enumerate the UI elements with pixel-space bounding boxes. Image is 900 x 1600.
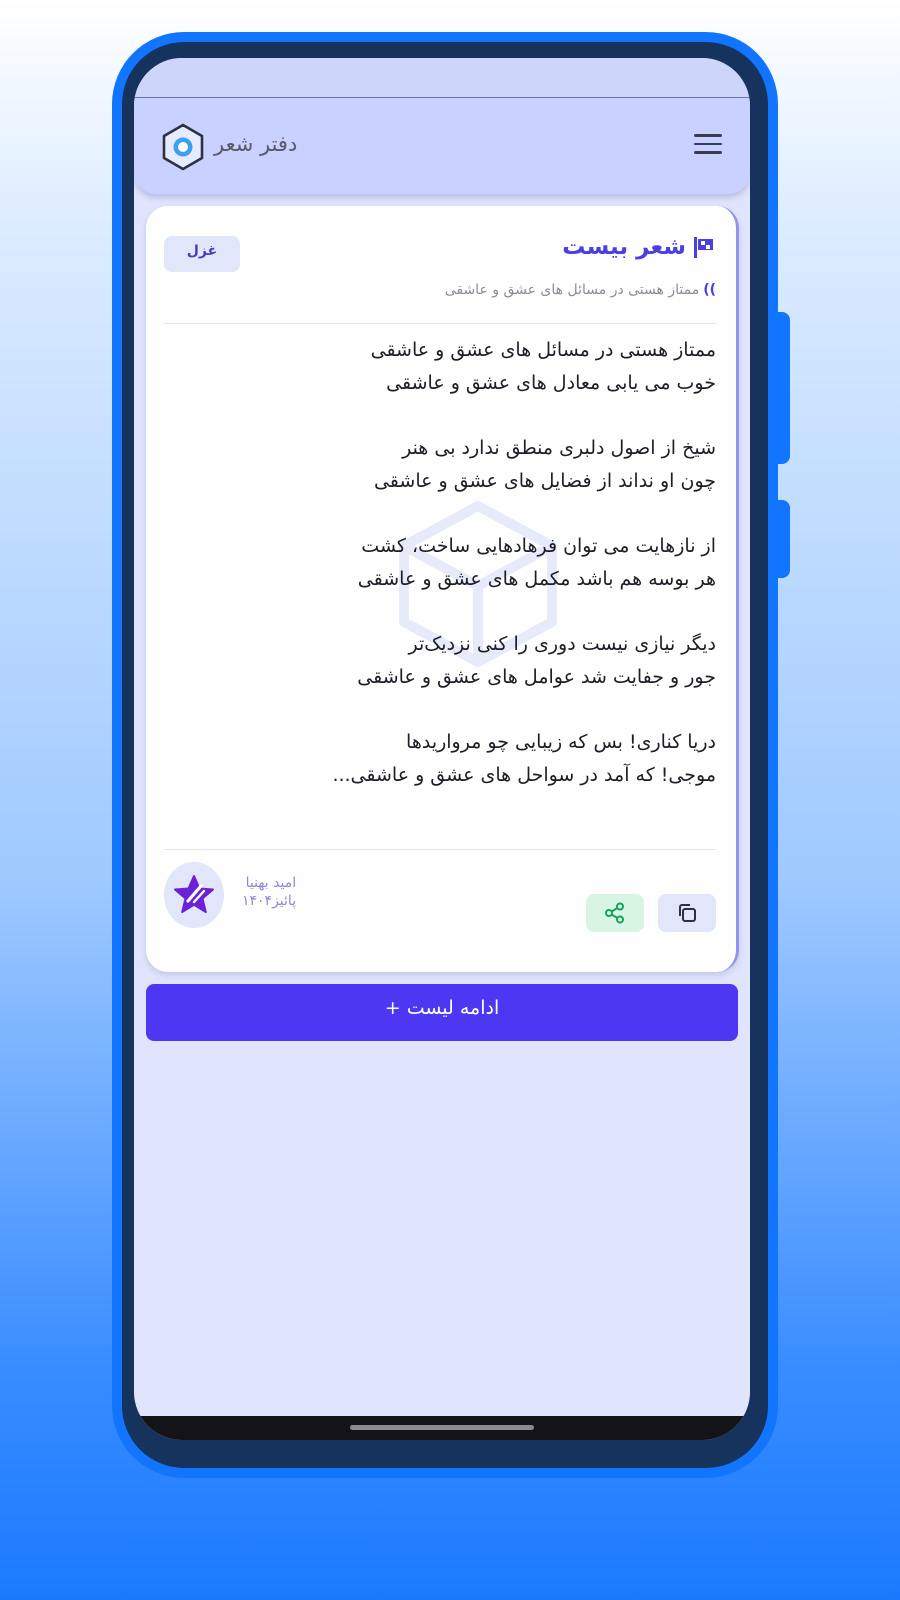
poem-card [146, 206, 739, 972]
home-indicator[interactable] [350, 1425, 534, 1430]
power-button [778, 500, 790, 578]
stanza [196, 628, 716, 694]
verse-line: جور و جفایت شد عوامل های عشق و عاشقی [357, 666, 716, 688]
verse-line: شیخ از اصول دلبری منطق ندارد بی هنر [402, 437, 716, 459]
hexagon-logo-icon [160, 122, 206, 172]
stanza [196, 334, 716, 400]
brand[interactable] [160, 122, 297, 172]
divider [164, 323, 716, 324]
verse-line: دیگر نیازی نیست دوری را کنی نزدیک‌تر [408, 633, 716, 655]
hamburger-menu-icon[interactable] [694, 134, 722, 156]
verse-line: موجی! که آمد در سواحل های عشق و عاشقی... [332, 764, 716, 786]
poem-body [196, 334, 716, 824]
copy-icon [676, 902, 698, 924]
home-bar [134, 1416, 750, 1440]
category-badge[interactable]: غزل [164, 236, 240, 272]
star-pencil-icon [172, 873, 216, 917]
verse-line: از نازهایت می توان فرهادهایی ساخت، کشت [361, 535, 716, 557]
excerpt-text: ممتاز هستی در مسائل های عشق و عاشقی [444, 282, 700, 298]
poem-excerpt [445, 282, 716, 298]
phone-screen [134, 58, 750, 1440]
share-icon [604, 902, 626, 924]
copy-button[interactable] [658, 894, 716, 932]
volume-button [778, 312, 790, 464]
stanza [196, 432, 716, 498]
app-name: دفتر شعر [214, 132, 298, 156]
flag-icon [692, 235, 716, 259]
continue-list-button[interactable]: ادامه لیست + [146, 984, 738, 1041]
author-meta [242, 872, 296, 912]
author-name: امید بهنیا [245, 875, 297, 891]
verse-line: دریا کناری! بس که زیبایی چو مرواریدها [406, 731, 716, 753]
author-date: پائیز۱۴۰۴ [242, 893, 297, 909]
poem-title-row [562, 234, 716, 260]
verse-line: چون او نداند از فضایل های عشق و عاشقی [373, 470, 716, 492]
status-bar [134, 58, 750, 98]
verse-line: هر بوسه هم باشد مکمل های عشق و عاشقی [357, 568, 716, 590]
verse-line: ممتاز هستی در مسائل های عشق و عاشقی [370, 339, 716, 361]
stanza [196, 530, 716, 596]
share-button[interactable] [586, 894, 644, 932]
app-header [134, 98, 750, 194]
stanza [196, 726, 716, 792]
verse-line: خوب می یابی معادل های عشق و عاشقی [386, 372, 716, 394]
divider [164, 849, 716, 850]
avatar[interactable] [164, 862, 224, 928]
poem-title: شعر بیست [562, 234, 686, 260]
quote-mark: )) [703, 282, 716, 298]
